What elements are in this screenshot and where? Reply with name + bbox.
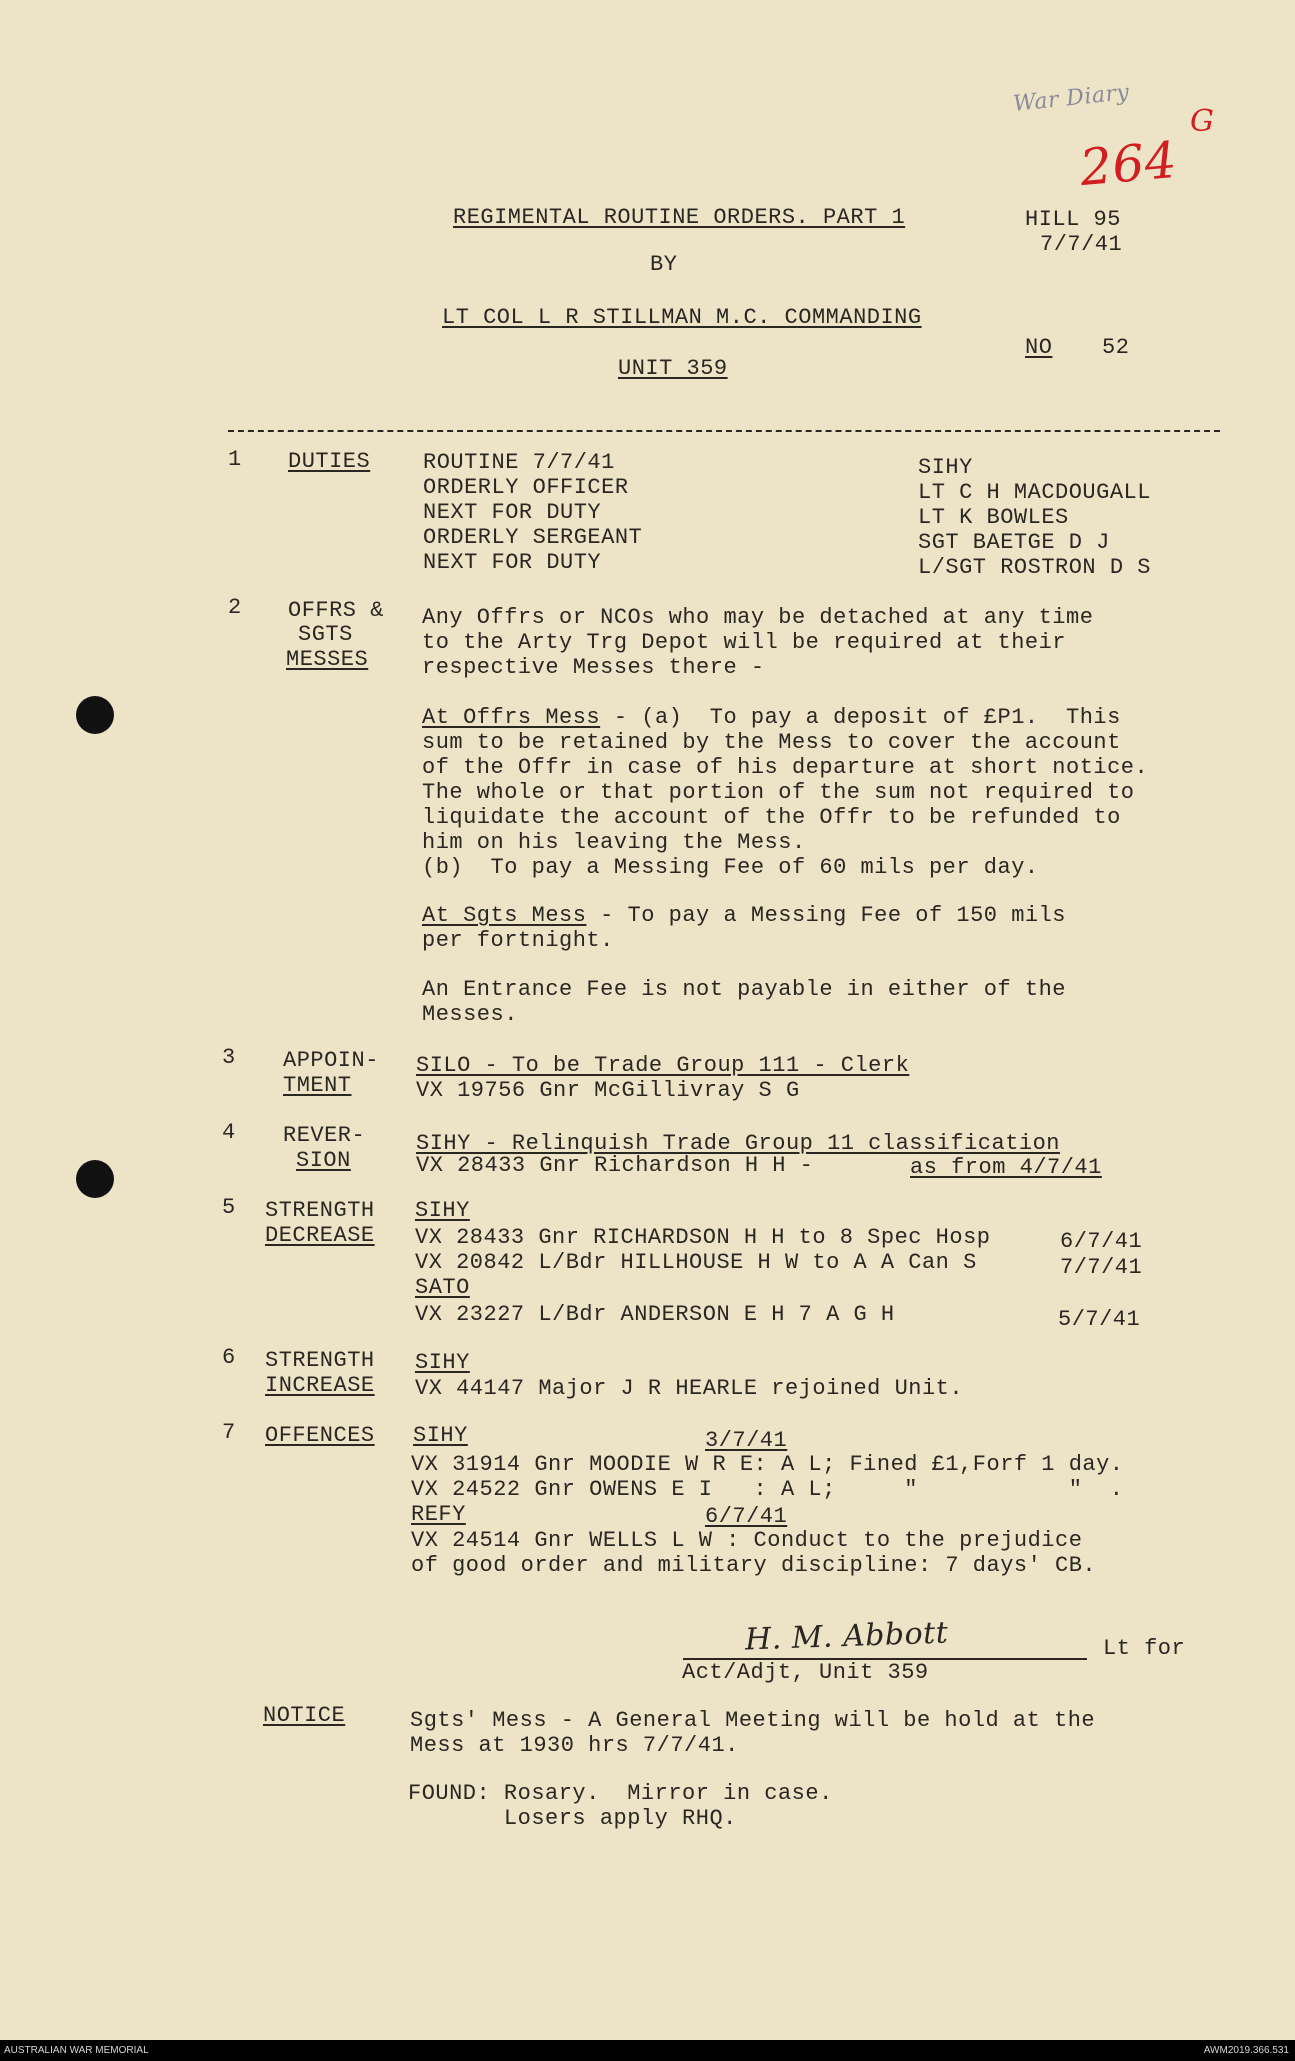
reversion-line: VX 28433 Gnr Richardson H H - [416,1153,814,1178]
item-title: SGTS [298,622,353,647]
offrs-mess-line [422,705,1121,730]
mess-paragraph: An Entrance Fee is not payable in either of the [422,977,1067,1002]
folio-suffix: G [1190,104,1215,139]
archive-footer-right: AWM2019.366.531 [1203,2045,1289,2056]
item-number: 6 [222,1345,236,1370]
duty-line: NEXT FOR DUTY [423,550,602,575]
duty-line: ROUTINE 7/7/41 [423,450,615,475]
order-no-value: 52 [1102,335,1130,360]
appointment-line: SILO - To be Trade Group 111 - Clerk [416,1053,910,1078]
item-title: DUTIES [288,449,371,474]
duty-name: LT K BOWLES [918,505,1069,530]
appointment-line: VX 19756 Gnr McGillivray S G [416,1078,800,1103]
header-date: 7/7/41 [1040,232,1123,257]
reversion-date: as from 4/7/41 [910,1155,1102,1180]
decrease-date: 7/7/41 [1060,1255,1143,1280]
signature-title: Act/Adjt, Unit 359 [682,1660,929,1685]
folio-number: 264 [1077,130,1180,198]
mess-paragraph: Any Offrs or NCOs who may be detached at any time [422,605,1094,630]
duty-name: SGT BAETGE D J [918,530,1110,555]
archive-footer-left: AUSTRALIAN WAR MEMORIAL [4,2045,149,2056]
item-title: MESSES [286,647,369,672]
order-no-label: NO [1025,335,1053,360]
item-title: REVER- [283,1123,366,1148]
decrease-line: VX 28433 Gnr RICHARDSON H H to 8 Spec Hosp [415,1225,991,1250]
unit-line: UNIT 359 [618,356,728,381]
notice-line: Sgts' Mess - A General Meeting will be hold at the [410,1708,1096,1733]
decrease-line: VX 23227 L/Bdr ANDERSON E H 7 A G H [415,1302,895,1327]
by-line: BY [650,252,678,277]
item-title: STRENGTH [265,1198,375,1223]
mess-paragraph: (b) To pay a Messing Fee of 60 mils per day. [422,855,1039,880]
mess-paragraph: respective Messes there - [422,655,765,680]
item-number: 1 [228,447,242,472]
increase-line: VX 44147 Major J R HEARLE rejoined Unit. [415,1376,964,1401]
decrease-line: VX 20842 L/Bdr HILLHOUSE H W to A A Can S [415,1250,977,1275]
signature-suffix: Lt for [1103,1636,1186,1661]
item-title: TMENT [283,1073,352,1098]
duty-line: ORDERLY SERGEANT [423,525,643,550]
found-line: Losers apply RHQ. [408,1806,737,1831]
decrease-date: 5/7/41 [1058,1307,1141,1332]
offrs-mess-label: At Offrs Mess [422,705,601,730]
item-title: STRENGTH [265,1348,375,1373]
item-number: 4 [222,1120,236,1145]
header-divider [228,430,1220,432]
reversion-line: SIHY - Relinquish Trade Group 11 classification [416,1131,1061,1156]
subunit-label: REFY [411,1502,466,1527]
mess-paragraph: per fortnight. [422,928,614,953]
offence-line: VX 31914 Gnr MOODIE W R E: A L; Fined £1,Forf 1 day. [411,1452,1124,1477]
item-title: DECREASE [265,1223,375,1248]
mess-paragraph: of the Offr in case of his departure at short notice. [422,755,1149,780]
item-title: SION [296,1148,351,1173]
notice-label: NOTICE [263,1703,346,1728]
duty-name: L/SGT ROSTRON D S [918,555,1151,580]
duty-name: SIHY [918,455,973,480]
mess-paragraph: him on his leaving the Mess. [422,830,806,855]
mess-paragraph: sum to be retained by the Mess to cover the account [422,730,1121,755]
notice-line: Mess at 1930 hrs 7/7/41. [410,1733,739,1758]
item-number: 7 [222,1420,236,1445]
signature: H. M. Abbott [744,1615,949,1658]
decrease-date: 6/7/41 [1060,1229,1143,1254]
item-title: OFFENCES [265,1423,375,1448]
sgts-mess-line [422,903,1066,928]
document-title: REGIMENTAL ROUTINE ORDERS. PART 1 [453,205,906,230]
sgts-mess-label: At Sgts Mess [422,903,587,928]
duty-name: LT C H MACDOUGALL [918,480,1151,505]
item-number: 5 [222,1195,236,1220]
duty-line: ORDERLY OFFICER [423,475,629,500]
subunit-label: SIHY [413,1423,468,1448]
subunit-label: SATO [415,1275,470,1300]
mess-paragraph: liquidate the account of the Offr to be refunded to [422,805,1121,830]
offence-line: VX 24522 Gnr OWENS E I : A L; " " . [411,1477,1124,1502]
mess-paragraph: Messes. [422,1002,518,1027]
found-line: FOUND: Rosary. Mirror in case. [408,1781,833,1806]
subunit-label: SIHY [415,1198,470,1223]
subunit-label: SIHY [415,1350,470,1375]
mess-paragraph: to the Arty Trg Depot will be required at their [422,630,1067,655]
sgts-mess-text: - To pay a Messing Fee of 150 mils [586,903,1067,928]
duty-line: NEXT FOR DUTY [423,500,602,525]
item-number: 3 [222,1045,236,1070]
offence-date: 3/7/41 [705,1428,788,1453]
offence-line: VX 24514 Gnr WELLS L W : Conduct to the prejudice [411,1528,1083,1553]
mess-paragraph: The whole or that portion of the sum not required to [422,780,1135,805]
punch-hole-top [76,696,114,734]
item-title: APPOIN- [283,1048,379,1073]
offrs-mess-text: - (a) To pay a deposit of £P1. This [600,705,1121,730]
archive-handwriting: War Diary [1012,79,1131,118]
location: HILL 95 [1025,207,1121,232]
punch-hole-bottom [76,1160,114,1198]
item-title: INCREASE [265,1373,375,1398]
offence-line: of good order and military discipline: 7 days' CB. [411,1553,1097,1578]
item-title: OFFRS & [288,598,384,623]
commander-line: LT COL L R STILLMAN M.C. COMMANDING [442,305,922,330]
offence-date: 6/7/41 [705,1504,788,1529]
item-number: 2 [228,595,242,620]
